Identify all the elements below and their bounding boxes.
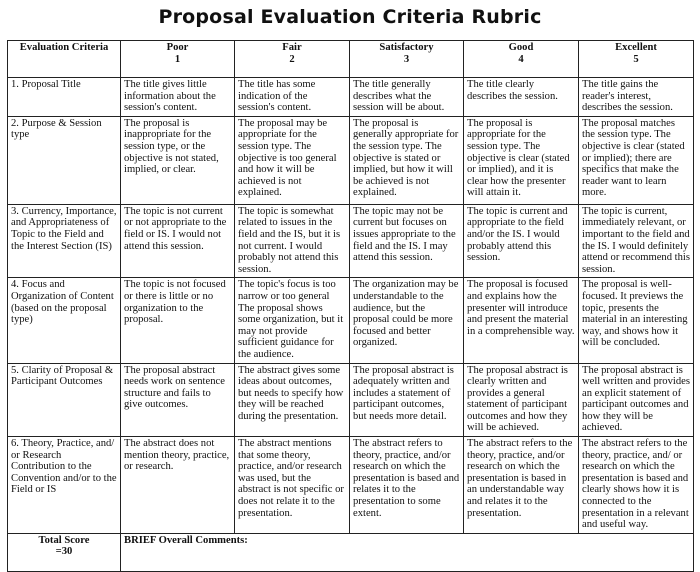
descriptor-cell: The topic is somewhat related to issues in the field and the IS, but it is not current. I would probably not attend this session. [235, 204, 350, 278]
descriptor-cell: The proposal is generally appropriate for the session type. The objective is stated or implied, but how it will be achieved is not explained. [350, 116, 464, 204]
level-header-good [464, 41, 579, 78]
criterion-cell: 4. Focus and Organization of Content (based on the proposal type) [8, 278, 121, 363]
level-score: 2 [289, 53, 295, 65]
descriptor-cell: The abstract refers to the theory, practice, and/or research on which the presentation is based in an understandable way and relates it to the presentation. [464, 437, 579, 534]
rubric-row [8, 363, 694, 437]
descriptor-cell: The topic is current and appropriate to the field and/or the IS. I would probably attend this session. [464, 204, 579, 278]
descriptor-cell: The topic is current, immediately relevant, or important to the field and the IS. I would definitely attend or recommend this session. [579, 204, 694, 278]
descriptor-cell: The abstract gives some ideas about outcomes, but needs to specify how they will be reached during the presentation. [235, 363, 350, 437]
criteria-header: Evaluation Criteria [8, 41, 121, 78]
descriptor-cell: The proposal abstract needs work on sentence structure and fails to give outcomes. [121, 363, 235, 437]
level-header-excellent [579, 41, 694, 78]
descriptor-cell: The proposal is well-focused. It previews the topic, presents the material in an interesting way, and shows how it will be concluded. [579, 278, 694, 363]
level-score: 4 [518, 53, 524, 65]
overall-comments-label: BRIEF Overall Comments: [124, 534, 248, 546]
level-name: Satisfactory [379, 42, 434, 53]
descriptor-cell: The proposal is inappropriate for the session type, or the objective is not stated, implied, or clear. [121, 116, 235, 204]
descriptor-cell: The topic is not current or not appropriate to the field or IS. I would not attend this session. [121, 204, 235, 278]
descriptor-cell: The title clearly describes the session. [464, 78, 579, 117]
descriptor-cell: The title gives little information about the session's content. [121, 78, 235, 117]
total-score-label: Total Score [38, 534, 90, 546]
rubric-row [8, 78, 694, 117]
descriptor-cell: The topic's focus is too narrow or too general The proposal shows some organization, but it may not provide sufficient guidance for the audience. [235, 278, 350, 363]
descriptor-cell: The proposal is appropriate for the session type. The objective is clear (stated or implied), and it is clear how the presenter will attain it. [464, 116, 579, 204]
rubric-table [7, 40, 694, 572]
total-score-max: =30 [55, 546, 73, 558]
rubric-row [8, 204, 694, 278]
level-score: 3 [403, 53, 410, 65]
total-score-cell [8, 533, 121, 571]
descriptor-cell: The abstract refers to the theory, practice, and/ or research on which the presentation is based and clearly shows how it is connected to the presentation in a relevant and useful way. [579, 437, 694, 534]
descriptor-cell: The proposal abstract is well written and provides an explicit statement of participant outcomes and how they will be achieved. [579, 363, 694, 437]
descriptor-cell: The title has some indication of the session's content. [235, 78, 350, 117]
criterion-cell: 3. Currency, Importance, and Appropriateness of Topic to the Field and the Interest Section (IS) [8, 204, 121, 278]
criterion-cell: 2. Purpose & Session type [8, 116, 121, 204]
overall-comments-cell[interactable] [121, 533, 694, 571]
header-row [8, 41, 694, 78]
descriptor-cell: The abstract refers to theory, practice, and/or research on which the presentation is based and relates it to the presentation to some extent. [350, 437, 464, 534]
criterion-cell: 6. Theory, Practice, and/ or Research Contribution to the Convention and/or to the Field or IS [8, 437, 121, 534]
descriptor-cell: The proposal is focused and explains how the presenter will introduce and present the material in a comprehensible way. [464, 278, 579, 363]
level-name: Excellent [615, 42, 657, 53]
descriptor-cell: The proposal abstract is clearly written and provides a general statement of participant outcomes and how they will be achieved. [464, 363, 579, 437]
descriptor-cell: The topic is not focused or there is little or no organization to the proposal. [121, 278, 235, 363]
descriptor-cell: The abstract mentions that some theory, practice, and/or research was used, but the abstract is not specific or does not relate it to the presentation. [235, 437, 350, 534]
level-name: Poor [166, 42, 189, 53]
level-header-fair [235, 41, 350, 78]
descriptor-cell: The topic may not be current but focuses on issues appropriate to the field and the IS. I may attend this session. [350, 204, 464, 278]
descriptor-cell: The abstract does not mention theory, practice, or research. [121, 437, 235, 534]
descriptor-cell: The title generally describes what the session will be about. [350, 78, 464, 117]
descriptor-cell: The proposal abstract is adequately written and includes a statement of participant outcomes, but needs more detail. [350, 363, 464, 437]
criterion-cell: 5. Clarity of Proposal & Participant Outcomes [8, 363, 121, 437]
level-score: 5 [633, 53, 639, 65]
rubric-row [8, 116, 694, 204]
level-name: Fair [282, 42, 302, 53]
descriptor-cell: The organization may be understandable to the audience, but the proposal could be more focused and better organized. [350, 278, 464, 363]
rubric-row [8, 437, 694, 534]
level-header-poor [121, 41, 235, 78]
rubric-row [8, 278, 694, 363]
descriptor-cell: The proposal matches the session type. The objective is clear (stated or implied); there are specifics that make the reader want to learn more. [579, 116, 694, 204]
descriptor-cell: The proposal may be appropriate for the session type. The objective is too general and how it will be achieved is not explained. [235, 116, 350, 204]
page-title: Proposal Evaluation Criteria Rubric [158, 6, 542, 28]
level-score: 1 [174, 53, 181, 65]
descriptor-cell: The title gains the reader's interest, describes the session. [579, 78, 694, 117]
footer-row [8, 533, 694, 571]
criterion-cell: 1. Proposal Title [8, 78, 121, 117]
level-header-satisfactory [350, 41, 464, 78]
level-name: Good [508, 42, 534, 53]
